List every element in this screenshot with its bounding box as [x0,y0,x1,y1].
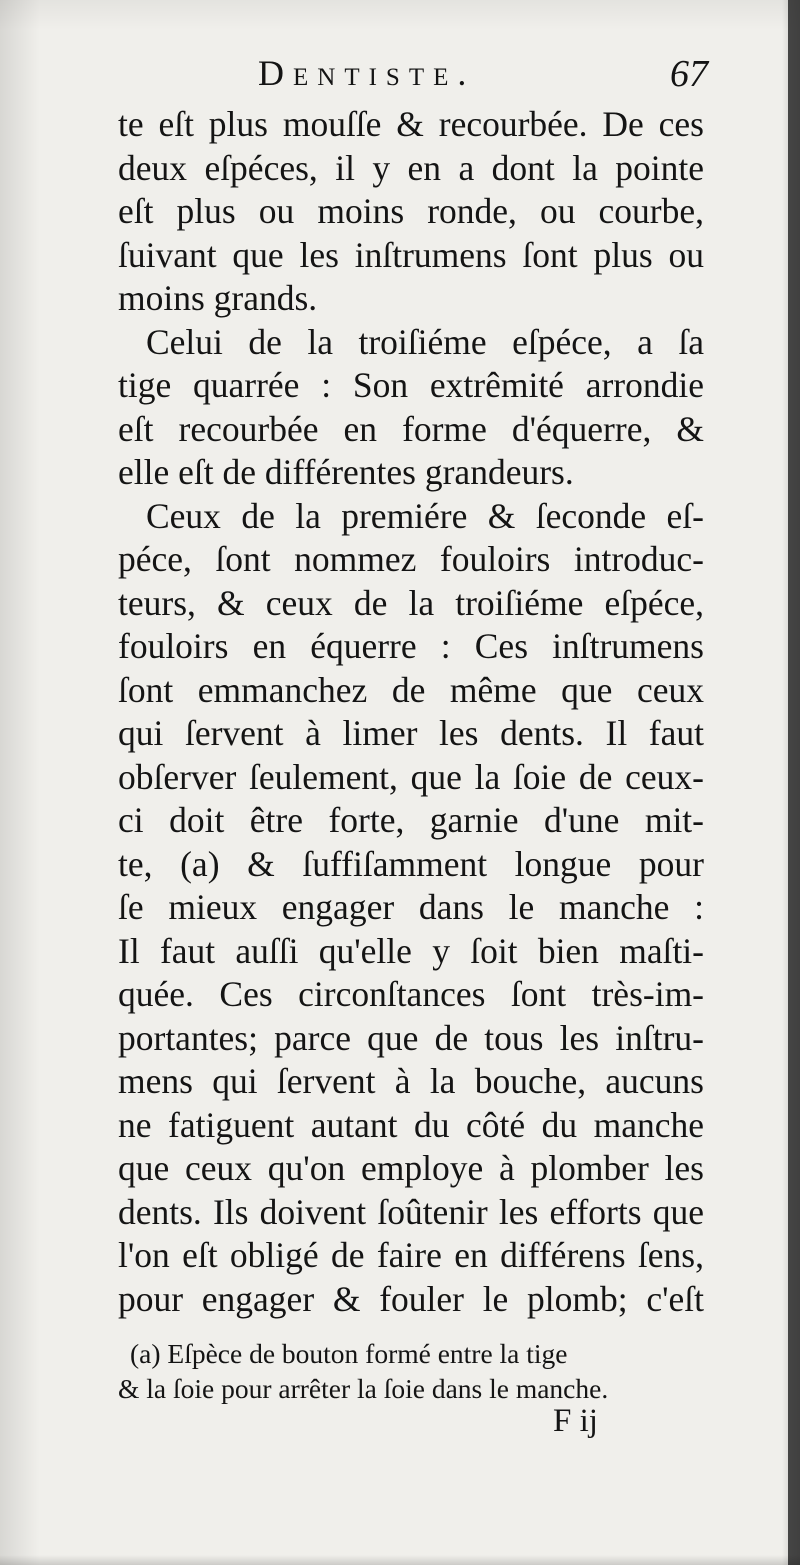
page-bottom-shadow [0,1555,800,1565]
text-line: péce, ſont nommez fouloirs introduc- [118,539,704,579]
text-line: l'on eſt obligé de faire en différens ſens, [118,1235,704,1275]
text-line: quée. Ces circonſtances ſont très-im- [118,974,704,1014]
text-line: elle eſt de différentes grandeurs. [118,452,574,492]
text-line: portantes; parce que de tous les inſtru- [118,1017,704,1058]
text-line: te, (a) & ſuffiſamment longue pour [118,843,704,884]
text-line: obſerver ſeulement, que la ſoie de ceux- [118,756,704,797]
text-line: pour engager & fouler le plomb; c'eſt [118,1278,704,1319]
text-line: eſt plus ou moins ronde, ou courbe, [118,191,704,231]
footnote-line: & la ſoie pour arrêter la ſoie dans le manche. [118,1373,609,1404]
text-line: mens qui ſervent à la bouche, aucuns [118,1061,704,1101]
text-line: tige quarrée : Son extrêmité arrondie [118,365,704,405]
text-line: ci doit être forte, garnie d'une mit- [118,800,704,840]
text-line: Il faut auſſi qu'elle y ſoit bien maſti- [118,930,704,971]
footnote-line: (a) Eſpèce de bouton formé entre la tige [130,1338,568,1369]
text-line: eſt recourbée en forme d'équerre, & [118,408,704,449]
text-line: Ceux de la premiére & ſeconde eſ- [146,495,704,536]
text-line: ſont emmanchez de même que ceux [118,669,704,710]
text-line: que ceux qu'on employe à plomber les [118,1148,704,1188]
text-line: moins grands. [118,278,318,318]
footnote [118,1336,704,1406]
text-line: ſe mieux engager dans le manche : [118,887,704,927]
text-line: ne fatiguent autant du côté du manche [118,1104,704,1145]
page-number: 67 [670,53,708,95]
text-line: deux eſpéces, il y en a dont la pointe [118,147,704,188]
page-edge-shadow [788,0,800,1565]
text-line: qui ſervent à limer les dents. Il faut [118,713,704,753]
text-line: dents. Ils doivent ſoûtenir les efforts que [118,1191,704,1232]
text-line: fouloirs en équerre : Ces inſtrumens [118,626,704,666]
text-line: teurs, & ceux de la troiſiéme eſpéce, [118,582,704,623]
text-line: Celui de la troiſiéme eſpéce, a ſa [146,321,704,362]
signature-mark: F ij [553,1403,598,1439]
text-line: te eſt plus mouſſe & recourbée. De ces [118,104,704,144]
text-line: ſuivant que les inſtrumens ſont plus ou [118,234,704,275]
running-title: Dentiste. [258,53,476,93]
body-text [118,103,704,1321]
